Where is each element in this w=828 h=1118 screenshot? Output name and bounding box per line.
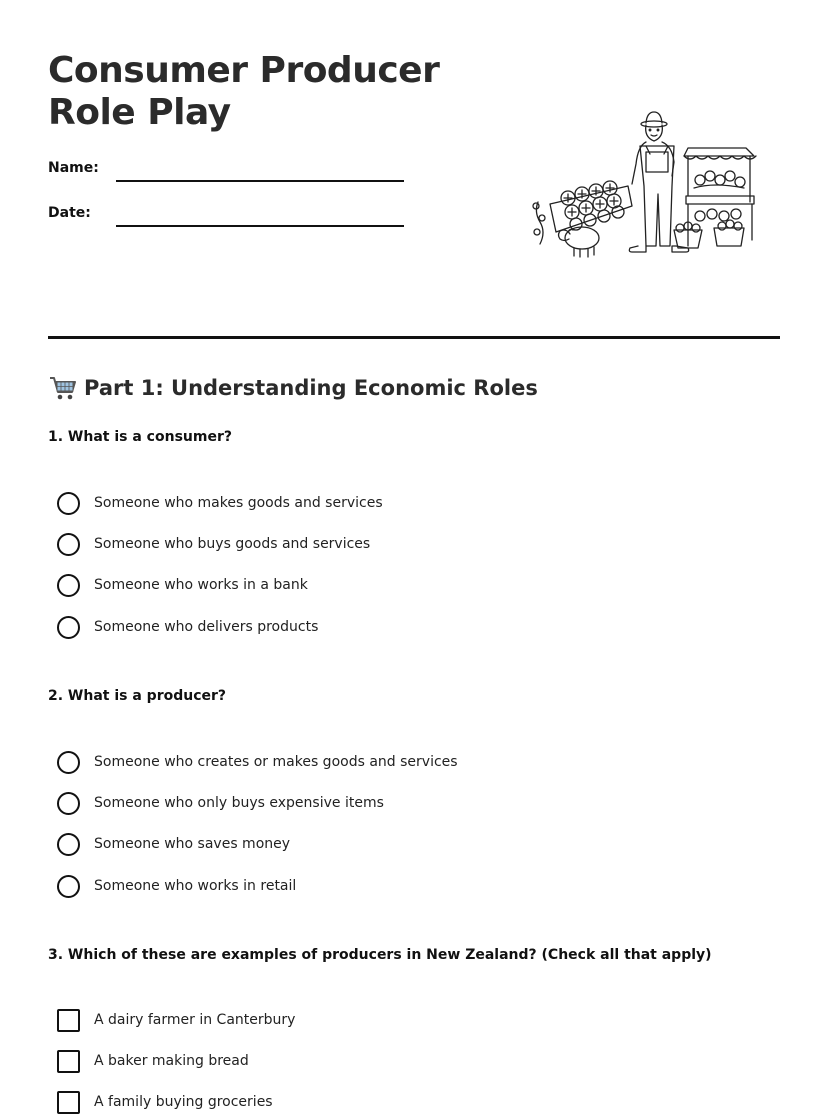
radio-button[interactable] [57, 574, 80, 597]
option-label: A dairy farmer in Canterbury [94, 1012, 296, 1028]
option-label: Someone who only buys expensive items [94, 795, 384, 811]
radio-button[interactable] [57, 533, 80, 556]
q2-option-3[interactable] [57, 831, 290, 857]
option-label: Someone who buys goods and services [94, 536, 371, 552]
date-input-line[interactable] [116, 225, 404, 227]
radio-button[interactable] [57, 751, 80, 774]
name-label: Name: [48, 160, 99, 176]
title-line-1: Consumer Producer [48, 50, 440, 91]
q1-option-1[interactable] [57, 490, 383, 516]
question-3: 3. Which of these are examples of producers in New Zealand? (Check all that apply) [48, 947, 712, 963]
checkbox[interactable] [57, 1050, 80, 1073]
q2-option-2[interactable] [57, 790, 384, 816]
option-label: A family buying groceries [94, 1094, 273, 1110]
q3-option-2[interactable] [57, 1048, 249, 1074]
q3-option-3[interactable] [57, 1089, 273, 1115]
question-2: 2. What is a producer? [48, 688, 227, 704]
farmer [629, 112, 688, 252]
q1-option-2[interactable] [57, 531, 370, 557]
radio-button[interactable] [57, 492, 80, 515]
option-label: Someone who works in retail [94, 878, 297, 894]
date-label: Date: [48, 205, 91, 221]
radio-button[interactable] [57, 616, 80, 639]
option-label: Someone who works in a bank [94, 577, 308, 593]
checkbox[interactable] [57, 1091, 80, 1114]
radio-button[interactable] [57, 792, 80, 815]
option-label: Someone who delivers products [94, 619, 319, 635]
q3-option-1[interactable] [57, 1007, 295, 1033]
q1-option-3[interactable] [57, 572, 308, 598]
name-field[interactable] [48, 160, 408, 190]
q2-option-1[interactable] [57, 749, 458, 775]
part1-heading-text: Part 1: Understanding Economic Roles [84, 376, 538, 400]
checkbox[interactable] [57, 1009, 80, 1032]
farmer-market-illustration [528, 106, 760, 258]
radio-button[interactable] [57, 833, 80, 856]
q2-option-4[interactable] [57, 873, 296, 899]
market-stall [674, 148, 756, 248]
sheep [559, 227, 600, 257]
question-1: 1. What is a consumer? [48, 429, 232, 445]
shopping-cart-icon [48, 374, 78, 402]
cabbage-patch [561, 181, 624, 230]
q1-option-4[interactable] [57, 614, 318, 640]
title-line-2: Role Play [48, 92, 231, 133]
option-label: Someone who saves money [94, 836, 291, 852]
section-divider [48, 336, 780, 339]
name-input-line[interactable] [116, 180, 404, 182]
radio-button[interactable] [57, 875, 80, 898]
option-label: Someone who creates or makes goods and services [94, 754, 458, 770]
option-label: Someone who makes goods and services [94, 495, 383, 511]
option-label: A baker making bread [94, 1053, 249, 1069]
part1-heading [48, 374, 538, 402]
page-title [48, 50, 439, 134]
date-field[interactable] [48, 205, 408, 235]
